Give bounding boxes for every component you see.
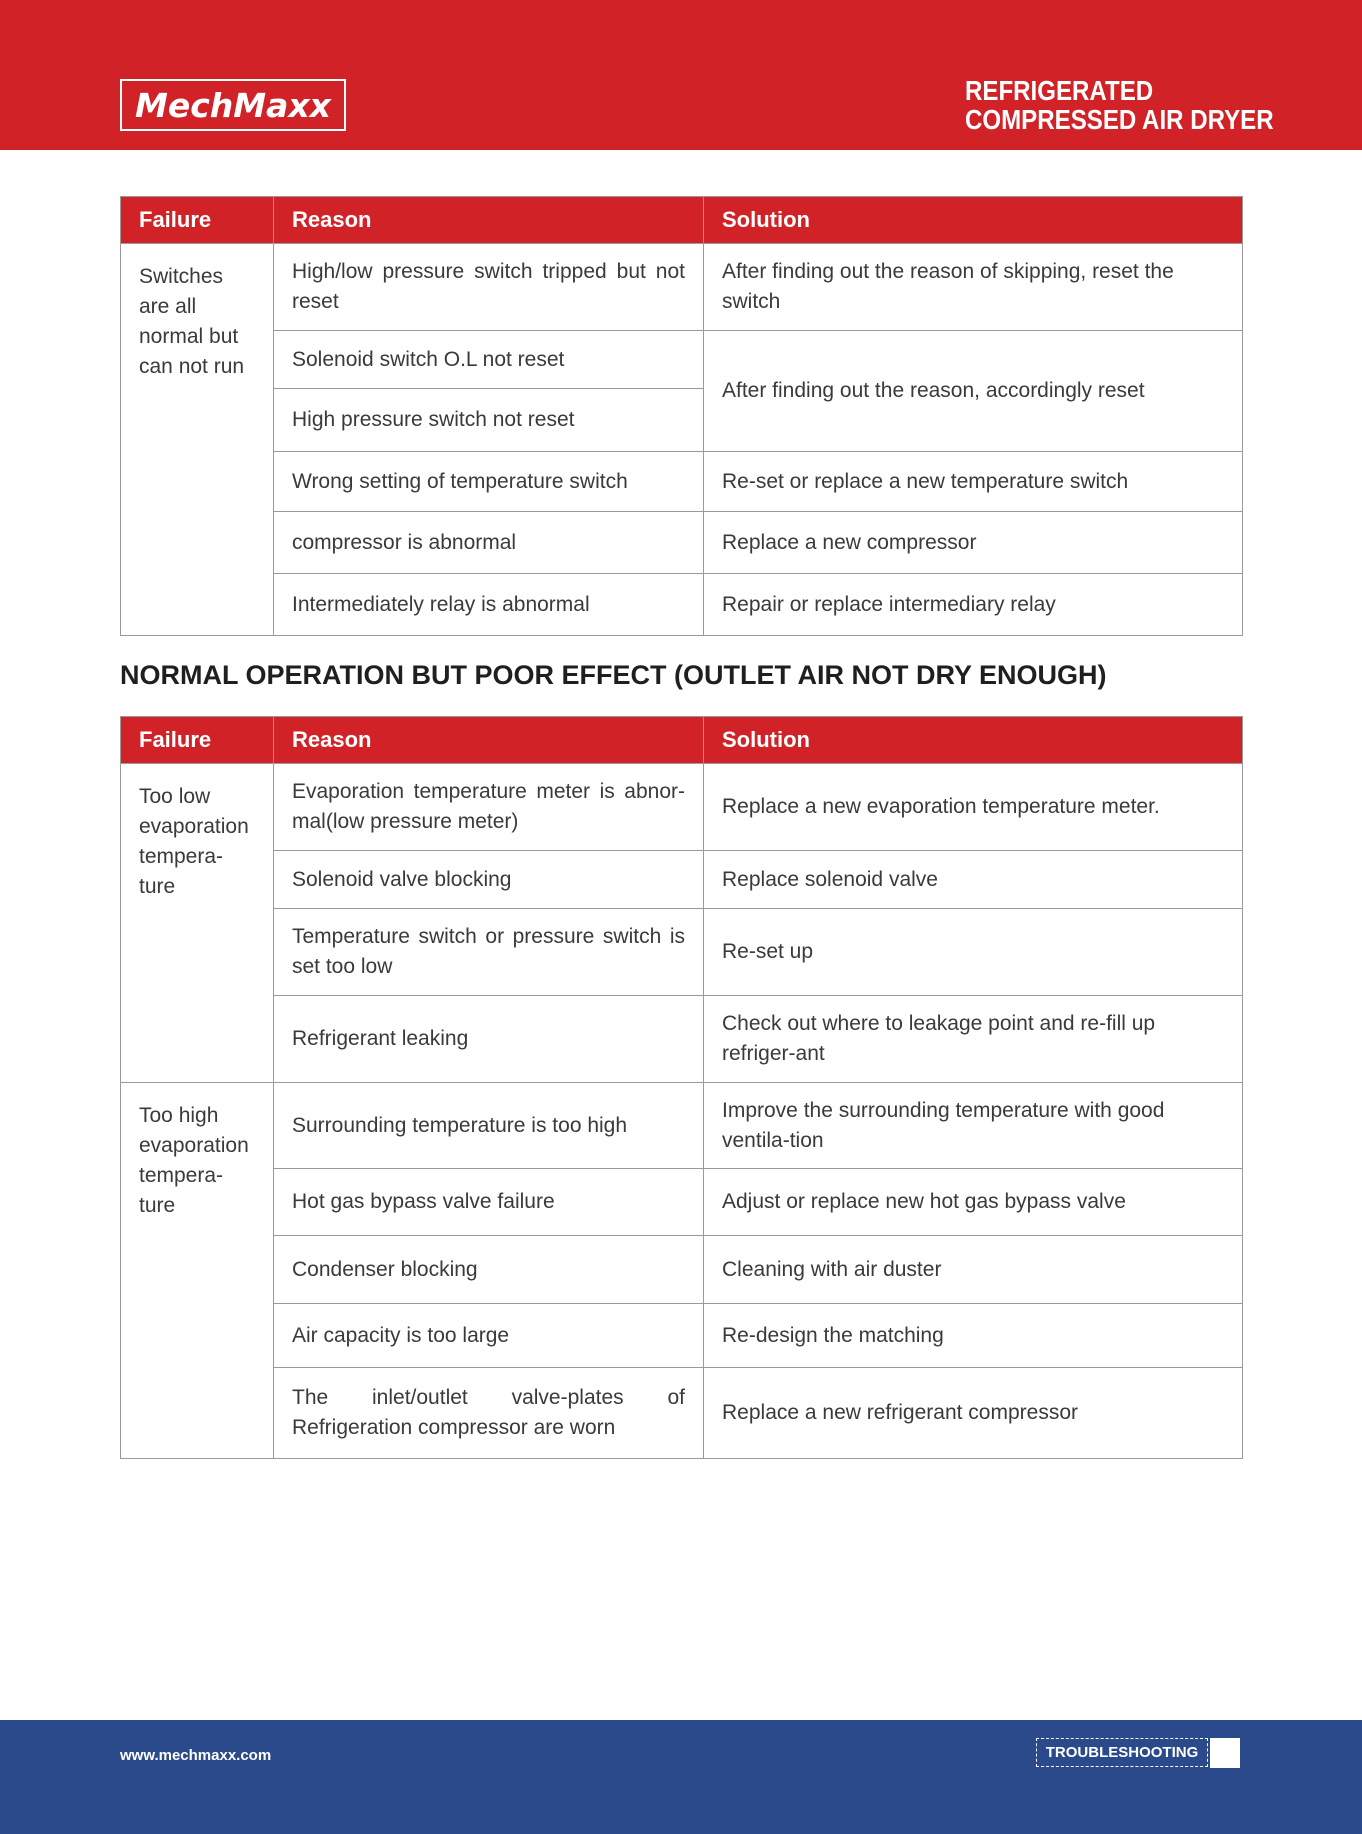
reason-cell: compressor is abnormal xyxy=(274,512,704,574)
table-row xyxy=(121,764,1243,851)
table-header-row xyxy=(121,197,1243,244)
failure-line: normal but xyxy=(139,325,239,348)
table-row xyxy=(121,574,1243,636)
reason-cell: Refrigerant leaking xyxy=(274,996,704,1083)
failure-line: tempera- xyxy=(139,845,224,868)
reason-cell: Solenoid switch O.L not reset xyxy=(274,331,704,389)
solution-cell: Replace a new evaporation temperature meter. xyxy=(704,764,1243,851)
solution-cell: Re-set or replace a new temperature switch xyxy=(704,452,1243,512)
solution-cell: Repair or replace intermediary relay xyxy=(704,574,1243,636)
failure-cell xyxy=(121,244,274,636)
failure-line: can not run xyxy=(139,355,245,378)
reason-cell: Evaporation temperature meter is abnor-mal(low pressure meter) xyxy=(274,764,704,851)
table-row xyxy=(121,1368,1243,1459)
reason-cell: The inlet/outlet valve-plates of Refrigeration compressor are worn xyxy=(274,1368,704,1459)
table-row xyxy=(121,1304,1243,1368)
brand-logo-text: MechMaxx xyxy=(135,85,331,125)
column-header-reason: Reason xyxy=(274,717,704,764)
failure-cell xyxy=(121,1083,274,1459)
failure-line: Too low xyxy=(139,785,211,808)
column-header-reason: Reason xyxy=(274,197,704,244)
column-header-failure: Failure xyxy=(121,717,274,764)
document-title-line2: COMPRESSED AIR DRYER xyxy=(965,104,1274,135)
reason-cell: Surrounding temperature is too high xyxy=(274,1083,704,1169)
solution-cell: Replace a new refrigerant compressor xyxy=(704,1368,1243,1459)
table-row xyxy=(121,996,1243,1083)
solution-cell: Cleaning with air duster xyxy=(704,1236,1243,1304)
reason-cell: Temperature switch or pressure switch is set too low xyxy=(274,909,704,996)
table-row xyxy=(121,909,1243,996)
troubleshooting-table-poor-effect xyxy=(120,716,1243,1459)
solution-cell: Check out where to leakage point and re-fill up refriger-ant xyxy=(704,996,1243,1083)
solution-cell: Improve the surrounding temperature with good ventila-tion xyxy=(704,1083,1243,1169)
reason-cell: High/low pressure switch tripped but not reset xyxy=(274,244,704,331)
website-link[interactable]: www.mechmaxx.com xyxy=(120,1747,272,1764)
solution-cell: Re-set up xyxy=(704,909,1243,996)
reason-cell: Intermediately relay is abnormal xyxy=(274,574,704,636)
table-row xyxy=(121,1169,1243,1236)
section-tag: TROUBLESHOOTING xyxy=(1036,1738,1208,1767)
table-row xyxy=(121,331,1243,389)
column-header-solution: Solution xyxy=(704,717,1243,764)
solution-cell: Replace solenoid valve xyxy=(704,851,1243,909)
failure-line: Switches xyxy=(139,265,224,288)
solution-cell: Re-design the matching xyxy=(704,1304,1243,1368)
failure-line: ture xyxy=(139,875,176,898)
reason-cell: Wrong setting of temperature switch xyxy=(274,452,704,512)
failure-line: evaporation xyxy=(139,815,249,838)
table-row xyxy=(121,512,1243,574)
reason-cell: Condenser blocking xyxy=(274,1236,704,1304)
solution-cell: After finding out the reason of skipping, reset the switch xyxy=(704,244,1243,331)
failure-line: ture xyxy=(139,1194,176,1217)
document-title xyxy=(965,75,1274,135)
section-heading: NORMAL OPERATION BUT POOR EFFECT (OUTLET AIR NOT DRY ENOUGH) xyxy=(120,660,1107,690)
solution-cell: After finding out the reason, accordingly reset xyxy=(704,331,1243,452)
reason-cell: Solenoid valve blocking xyxy=(274,851,704,909)
table-header-row xyxy=(121,717,1243,764)
page-footer xyxy=(0,1720,1362,1834)
failure-line: are all xyxy=(139,295,197,318)
failure-cell xyxy=(121,764,274,1083)
failure-line: evaporation xyxy=(139,1134,249,1157)
table-row xyxy=(121,452,1243,512)
column-header-solution: Solution xyxy=(704,197,1243,244)
table-row xyxy=(121,1083,1243,1169)
table-row xyxy=(121,851,1243,909)
reason-cell: Air capacity is too large xyxy=(274,1304,704,1368)
reason-cell: High pressure switch not reset xyxy=(274,389,704,452)
table-row xyxy=(121,244,1243,331)
failure-line: Too high xyxy=(139,1104,219,1127)
solution-cell: Replace a new compressor xyxy=(704,512,1243,574)
page-header xyxy=(0,0,1362,150)
brand-logo xyxy=(120,79,346,131)
document-title-line1: REFRIGERATED xyxy=(965,75,1154,106)
troubleshooting-table-switches xyxy=(120,196,1243,636)
column-header-failure: Failure xyxy=(121,197,274,244)
reason-cell: Hot gas bypass valve failure xyxy=(274,1169,704,1236)
table-row xyxy=(121,1236,1243,1304)
failure-line: tempera- xyxy=(139,1164,224,1187)
page-number-box xyxy=(1210,1738,1240,1768)
solution-cell: Adjust or replace new hot gas bypass valve xyxy=(704,1169,1243,1236)
